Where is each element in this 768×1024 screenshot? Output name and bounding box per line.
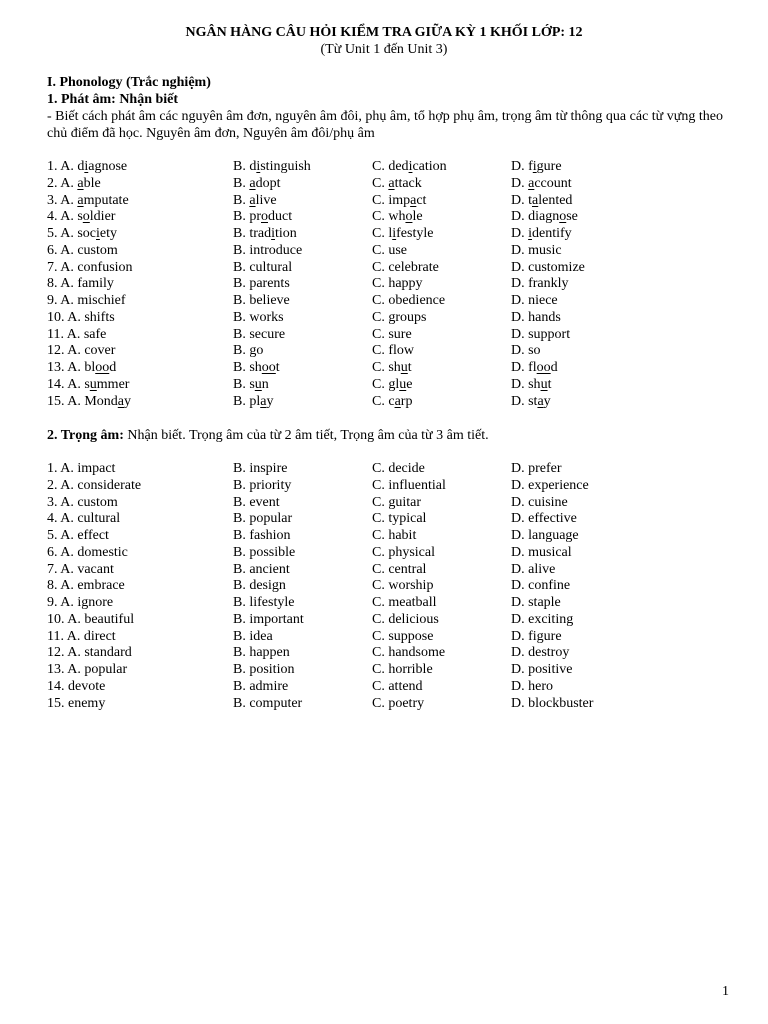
option-a: 5. A. effect xyxy=(47,528,109,543)
option-text: y xyxy=(124,393,132,409)
option-text: B. believe xyxy=(233,293,290,308)
option-text: lented xyxy=(538,192,573,208)
sub-heading-pronunciation: 1. Phát âm: Nhận biết xyxy=(47,92,179,107)
option-a xyxy=(47,326,106,343)
option-text: n xyxy=(261,376,269,392)
option-text: ety xyxy=(99,226,117,241)
option-text: B. go xyxy=(233,343,264,359)
option-text: festyle xyxy=(396,226,434,241)
option-c: C. decide xyxy=(372,461,425,476)
option-text: 12. A. cover xyxy=(47,343,116,359)
underlined-sound: oo xyxy=(261,360,276,375)
option-d: D. language xyxy=(511,528,579,543)
option-a: 6. A. domestic xyxy=(47,544,128,560)
option-text: C. gl xyxy=(372,376,400,392)
option-d xyxy=(511,275,569,292)
option-a xyxy=(47,309,115,326)
underlined-sound: a xyxy=(117,393,125,409)
option-a xyxy=(47,292,126,309)
option-c: C. meatball xyxy=(372,595,437,610)
option-a: 1. A. impact xyxy=(47,461,116,476)
option-text: D. xyxy=(511,175,529,191)
underlined-sound: a xyxy=(249,192,256,208)
option-text: C. xyxy=(372,175,389,191)
option-text: ct xyxy=(416,192,427,208)
option-d xyxy=(511,208,578,225)
option-text: 6. A. custom xyxy=(47,242,118,258)
option-d xyxy=(511,326,570,343)
option-b: B. position xyxy=(233,662,295,677)
option-a xyxy=(47,242,118,259)
option-text: C. l xyxy=(372,226,393,241)
option-b xyxy=(233,208,292,225)
option-text: duct xyxy=(268,209,293,225)
option-c: C. influential xyxy=(372,477,446,493)
underlined-sound: u xyxy=(89,376,97,392)
underlined-sound: a xyxy=(249,175,256,191)
option-a xyxy=(47,342,115,359)
option-text: t xyxy=(407,360,412,375)
option-c xyxy=(372,225,433,242)
option-text: C. celebrate xyxy=(372,259,439,275)
option-b xyxy=(233,158,311,175)
option-c xyxy=(372,393,412,410)
option-text: 8. A. family xyxy=(47,276,114,292)
option-text: C. obedience xyxy=(372,293,446,308)
option-text: 5. A. soc xyxy=(47,226,96,241)
pronunciation-description: - Biết cách phát âm các nguyên âm đơn, nguyên âm đôi, phụ âm, tổ hợp phụ âm, trọng âm từ thông qua các từ vựng theo chủ điểm đã học. Nguyên âm đơn, Nguyên âm đôi/phụ âm xyxy=(47,109,723,141)
option-a xyxy=(47,359,116,376)
option-b xyxy=(233,326,285,343)
option-text: D. st xyxy=(511,393,538,409)
option-c: C. worship xyxy=(372,578,434,594)
underlined-sound: oo xyxy=(95,360,110,375)
option-d: D. musical xyxy=(511,544,572,560)
option-c: C. guitar xyxy=(372,494,421,510)
option-b: B. lifestyle xyxy=(233,595,295,610)
option-b xyxy=(233,292,290,309)
option-text: D. xyxy=(511,226,529,241)
option-text: live xyxy=(255,192,277,208)
option-b: B. idea xyxy=(233,628,273,644)
option-c: C. typical xyxy=(372,511,427,527)
underlined-sound: o xyxy=(559,209,567,225)
option-c: C. physical xyxy=(372,544,435,560)
option-a xyxy=(47,192,129,209)
underlined-sound: oo xyxy=(536,360,551,375)
option-d: D. alive xyxy=(511,561,556,577)
option-a xyxy=(47,208,115,225)
option-text: C. imp xyxy=(372,192,411,208)
option-text: 15. A. Mond xyxy=(47,393,118,409)
underlined-sound: i xyxy=(84,159,89,174)
option-text: C. flow xyxy=(372,343,414,359)
option-text: D. niece xyxy=(511,293,558,308)
underlined-sound: o xyxy=(405,209,413,225)
option-text: B. pl xyxy=(233,393,261,409)
option-c xyxy=(372,259,439,276)
option-d: D. confine xyxy=(511,578,571,594)
option-d: D. blockbuster xyxy=(511,695,594,711)
option-d xyxy=(511,393,551,410)
option-a: 4. A. cultural xyxy=(47,511,121,527)
option-b: B. event xyxy=(233,494,280,510)
option-text: dentify xyxy=(532,226,572,241)
option-text: C. c xyxy=(372,393,395,409)
option-d xyxy=(511,292,558,309)
option-a: 15. enemy xyxy=(47,695,106,711)
option-text: ble xyxy=(83,175,101,191)
option-c xyxy=(372,359,412,376)
underlined-sound: a xyxy=(394,393,401,409)
document-title: NGÂN HÀNG CÂU HỎI KIỂM TRA GIỮA KỲ 1 KHỐI LỚP: 12 xyxy=(185,25,583,40)
underlined-sound: a xyxy=(410,192,417,208)
option-b: B. computer xyxy=(233,695,303,711)
option-d: D. hero xyxy=(511,678,553,694)
underlined-sound: o xyxy=(82,209,90,225)
option-text: 7. A. confusion xyxy=(47,259,133,275)
option-d xyxy=(511,309,561,326)
document-subtitle: (Từ Unit 1 đến Unit 3) xyxy=(320,42,448,57)
option-text: D. music xyxy=(511,242,562,258)
underlined-sound: i xyxy=(532,159,537,174)
option-b xyxy=(233,175,280,192)
option-text: ldier xyxy=(89,209,116,225)
option-c xyxy=(372,342,414,359)
option-text: 1. A. d xyxy=(47,159,85,174)
option-c xyxy=(372,208,423,225)
option-text: stinguish xyxy=(260,159,311,174)
option-text: agnose xyxy=(88,159,128,174)
option-text: 4. A. s xyxy=(47,209,83,225)
option-text: 14. A. s xyxy=(47,376,90,392)
option-text: mputate xyxy=(83,192,129,208)
option-a xyxy=(47,393,131,410)
option-d xyxy=(511,225,572,242)
option-text: dopt xyxy=(255,175,281,191)
option-text: 10. A. shifts xyxy=(47,309,115,325)
option-text: B. sh xyxy=(233,360,262,375)
option-d: D. figure xyxy=(511,628,562,644)
underlined-sound: i xyxy=(96,226,100,241)
option-b xyxy=(233,275,290,292)
option-d xyxy=(511,376,551,393)
option-c: C. delicious xyxy=(372,611,439,627)
option-a: 10. A. beautiful xyxy=(47,611,135,627)
option-text: C. sh xyxy=(372,360,401,375)
option-text: D. f xyxy=(511,159,533,174)
option-c: C. suppose xyxy=(372,628,434,644)
option-a xyxy=(47,158,127,175)
option-a: 9. A. ignore xyxy=(47,595,114,610)
option-text: y xyxy=(543,393,551,409)
option-text: B. introduce xyxy=(233,242,303,258)
option-a xyxy=(47,225,117,242)
option-d xyxy=(511,192,572,209)
option-b: B. happen xyxy=(233,645,290,661)
option-c: C. poetry xyxy=(372,695,425,711)
option-a: 8. A. embrace xyxy=(47,578,125,594)
option-a xyxy=(47,259,133,276)
underlined-sound: a xyxy=(528,175,535,191)
option-b: B. popular xyxy=(233,511,293,527)
underlined-sound: i xyxy=(408,159,413,174)
option-b xyxy=(233,192,277,209)
option-b: B. design xyxy=(233,578,286,594)
option-text: t xyxy=(275,360,280,375)
option-text: cation xyxy=(412,159,447,174)
option-d xyxy=(511,359,558,376)
stress-heading-label: 2. Trọng âm: xyxy=(47,428,124,443)
option-c xyxy=(372,292,445,309)
option-text: 13. A. bl xyxy=(47,360,96,375)
option-d xyxy=(511,342,541,359)
option-d: D. exciting xyxy=(511,611,574,627)
option-text: C. sure xyxy=(372,326,412,342)
underlined-sound: i xyxy=(528,226,533,241)
option-c: C. handsome xyxy=(372,645,446,661)
option-text: 3. A. xyxy=(47,192,78,208)
option-text: B. works xyxy=(233,309,284,325)
option-text: d xyxy=(550,360,558,375)
underlined-sound: u xyxy=(254,376,262,392)
option-d: D. positive xyxy=(511,662,573,677)
option-b xyxy=(233,359,280,376)
option-text: D. customize xyxy=(511,259,585,275)
option-b xyxy=(233,242,302,259)
option-b xyxy=(233,309,284,326)
option-text: C. use xyxy=(372,242,407,258)
option-text: C. happy xyxy=(372,276,423,292)
stress-heading xyxy=(47,427,737,444)
underlined-sound: u xyxy=(399,376,407,392)
option-text: y xyxy=(266,393,274,409)
option-text: D. sh xyxy=(511,376,541,392)
option-text: tion xyxy=(275,226,297,241)
option-text: le xyxy=(412,209,423,225)
option-c: C. horrible xyxy=(372,662,433,677)
option-a: 7. A. vacant xyxy=(47,561,114,577)
underlined-sound: i xyxy=(271,226,275,241)
option-c xyxy=(372,309,426,326)
option-text: t xyxy=(547,376,552,392)
underlined-sound: u xyxy=(400,360,408,375)
option-text: C. groups xyxy=(372,309,427,325)
underlined-sound: a xyxy=(388,175,395,191)
option-text: C. wh xyxy=(372,209,406,225)
option-text: gure xyxy=(536,159,562,174)
option-d: D. experience xyxy=(511,477,589,493)
option-text: D. hands xyxy=(511,309,561,325)
option-c xyxy=(372,242,407,259)
option-c xyxy=(372,376,412,393)
option-text: 9. A. mischief xyxy=(47,293,126,308)
option-b xyxy=(233,342,263,359)
option-b xyxy=(233,376,269,393)
option-b: B. inspire xyxy=(233,461,288,476)
option-d xyxy=(511,158,562,175)
option-text: D. so xyxy=(511,343,541,359)
underlined-sound: i xyxy=(256,159,261,174)
option-b xyxy=(233,393,273,410)
option-text: B. xyxy=(233,175,250,191)
option-text: B. xyxy=(233,192,250,208)
stress-heading-description: Nhận biết. Trọng âm của từ 2 âm tiết, Trọng âm của từ 3 âm tiết. xyxy=(123,428,489,443)
option-d xyxy=(511,175,572,192)
option-text: d xyxy=(109,360,117,375)
option-d: D. staple xyxy=(511,595,561,610)
option-c: C. attend xyxy=(372,678,423,694)
option-text: C. ded xyxy=(372,159,409,174)
option-c: C. central xyxy=(372,561,427,577)
option-text: rp xyxy=(400,393,413,409)
underlined-sound: i xyxy=(392,226,397,241)
option-text: B. trad xyxy=(233,226,272,241)
option-text: D. diagn xyxy=(511,209,560,225)
option-c: C. habit xyxy=(372,528,417,543)
option-a xyxy=(47,275,114,292)
option-text: B. s xyxy=(233,376,255,392)
option-b: B. ancient xyxy=(233,561,290,577)
option-b: B. fashion xyxy=(233,528,291,543)
underlined-sound: a xyxy=(77,175,84,191)
option-a: 13. A. popular xyxy=(47,662,128,677)
underlined-sound: a xyxy=(532,192,539,208)
option-text: D. frankly xyxy=(511,276,569,292)
underlined-sound: a xyxy=(77,192,84,208)
option-c xyxy=(372,275,423,292)
option-a: 12. A. standard xyxy=(47,645,132,661)
option-text: B. cultural xyxy=(233,259,293,275)
underlined-sound: u xyxy=(540,376,548,392)
option-a: 2. A. considerate xyxy=(47,477,142,493)
option-a xyxy=(47,376,129,393)
option-text: B. pr xyxy=(233,209,261,225)
underlined-sound: a xyxy=(537,393,544,409)
option-text: D. support xyxy=(511,326,571,342)
option-text: 2. A. xyxy=(47,175,78,191)
option-d: D. effective xyxy=(511,511,577,527)
option-b: B. important xyxy=(233,611,304,627)
option-d: D. prefer xyxy=(511,461,562,476)
option-text: 11. A. safe xyxy=(47,326,107,342)
option-b xyxy=(233,259,292,276)
option-text: ttack xyxy=(394,175,422,191)
option-b: B. possible xyxy=(233,544,296,560)
option-d xyxy=(511,242,562,259)
underlined-sound: a xyxy=(260,393,267,409)
option-a xyxy=(47,175,101,192)
option-d: D. destroy xyxy=(511,645,570,661)
option-a: 14. devote xyxy=(47,678,106,694)
option-c xyxy=(372,192,426,209)
option-c xyxy=(372,175,422,192)
option-text: D. fl xyxy=(511,360,537,375)
page-number: 1 xyxy=(722,984,729,999)
option-text: se xyxy=(566,209,578,225)
option-b: B. priority xyxy=(233,477,292,493)
underlined-sound: o xyxy=(261,209,268,225)
option-a: 11. A. direct xyxy=(47,628,116,644)
option-text: e xyxy=(406,376,413,392)
option-d xyxy=(511,259,585,276)
option-text: ccount xyxy=(534,175,572,191)
option-text: D. t xyxy=(511,192,532,208)
section-heading-phonology: I. Phonology (Trắc nghiệm) xyxy=(47,75,211,90)
option-text: B. parents xyxy=(233,276,290,292)
option-d: D. cuisine xyxy=(511,494,568,510)
option-text: mmer xyxy=(96,376,130,392)
option-a: 3. A. custom xyxy=(47,494,118,510)
option-text: B. secure xyxy=(233,326,286,342)
option-text: B. d xyxy=(233,159,257,174)
option-c xyxy=(372,326,412,343)
option-b: B. admire xyxy=(233,678,289,694)
option-b xyxy=(233,225,297,242)
option-c xyxy=(372,158,447,175)
